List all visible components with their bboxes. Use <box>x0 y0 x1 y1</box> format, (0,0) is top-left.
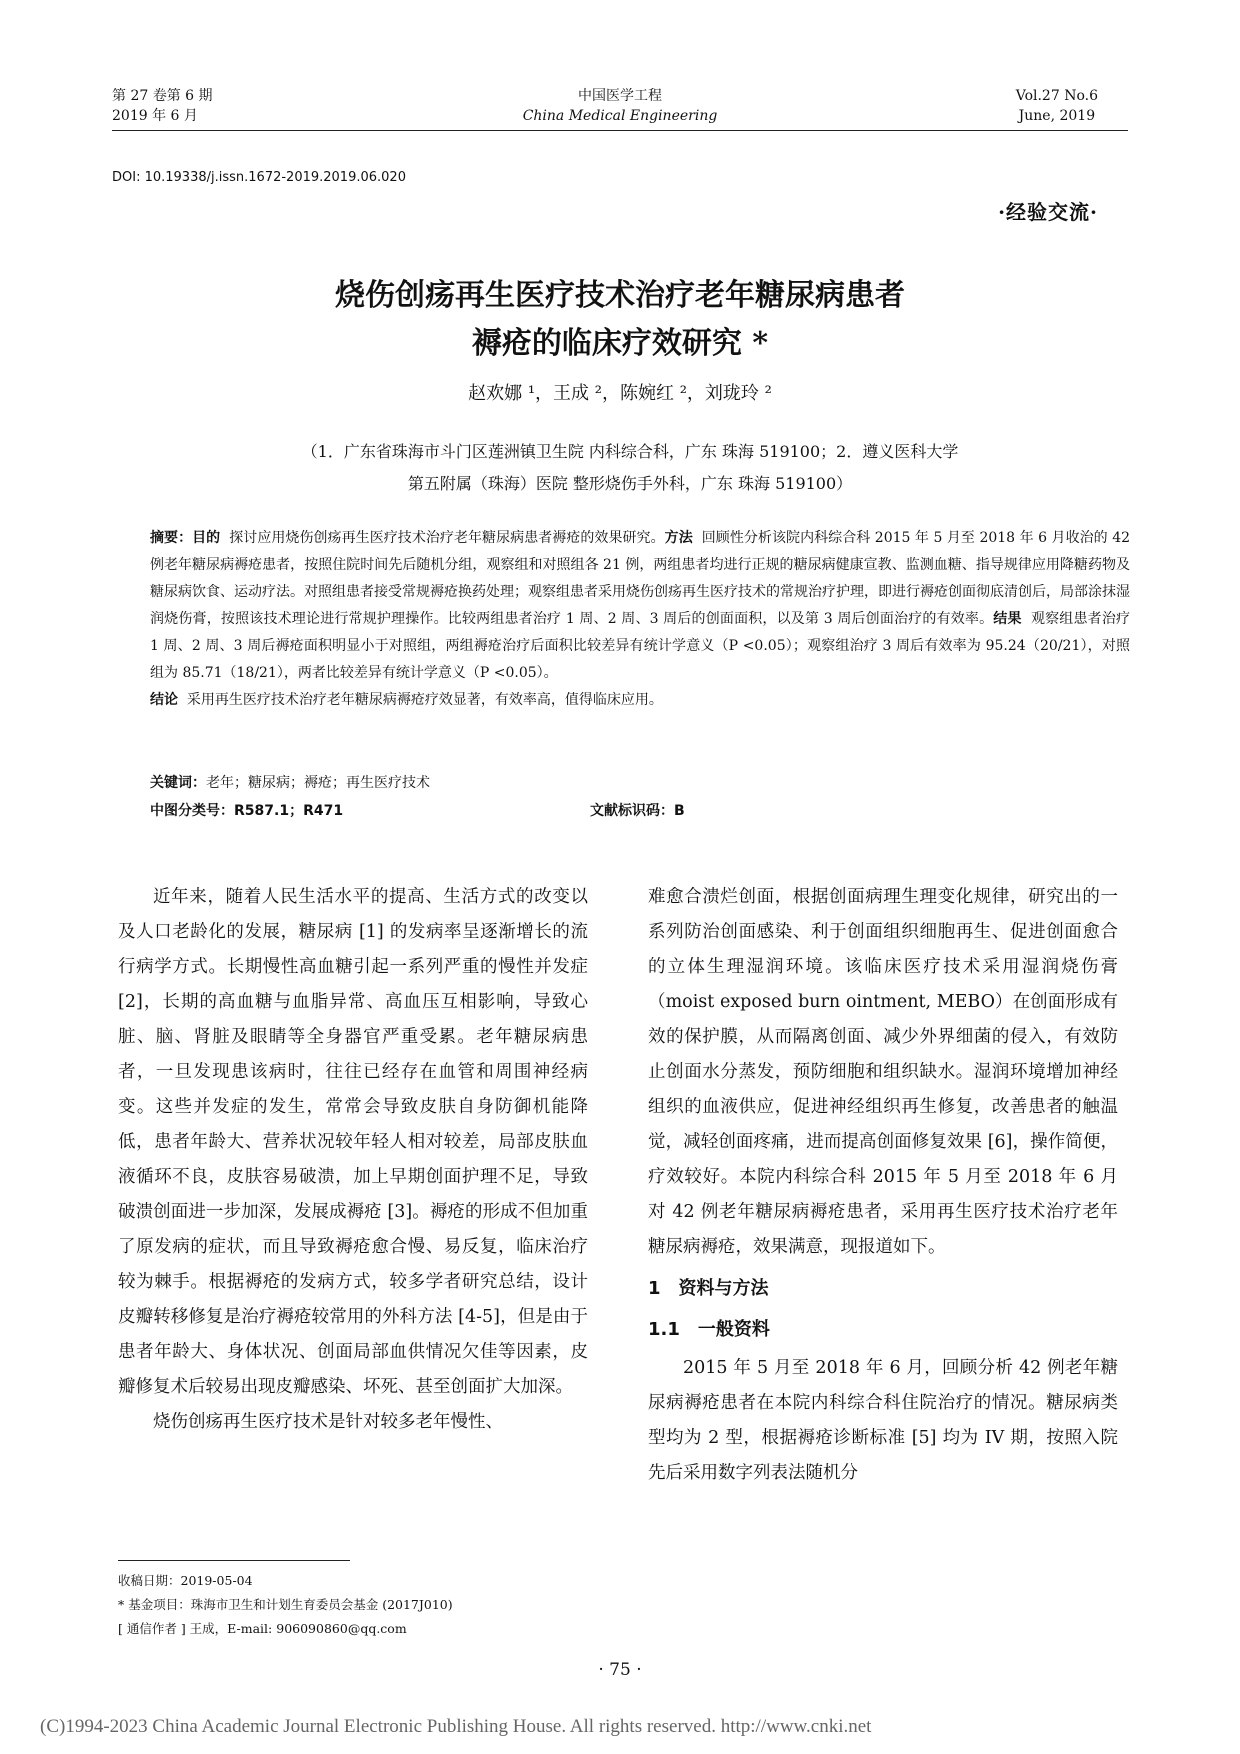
paragraph: 2015 年 5 月至 2018 年 6 月，回顾分析 42 例老年糖尿病褥疮患者在本院内科综合科住院治疗的情况。糖尿病类型均为 2 型，根据褥疮诊断标准 [5] 均为 IV 期，按照入院先后采用数字列表法随机分 <box>648 1358 1118 1483</box>
conclusion-label: 结论 <box>150 692 178 708</box>
journal-volume-en <box>1016 86 1098 126</box>
volume-issue-en: Vol.27 No.6 <box>1015 88 1098 104</box>
method-label: 方法 <box>664 530 693 546</box>
paragraph: 烧伤创疡再生医疗技术是针对较多老年慢性、 <box>153 1412 503 1432</box>
copyright-notice: (C)1994-2023 China Academic Journal Electronic Publishing House. All rights reserved. http://www.cnki.net <box>40 1716 872 1737</box>
body-column-left <box>118 880 588 1440</box>
objective-text: 探讨应用烧伤创疡再生医疗技术治疗老年糖尿病患者褥疮的效果研究。 <box>229 530 665 546</box>
page-number: · 75 · <box>598 1660 642 1680</box>
document-code <box>590 798 685 824</box>
classification-label: 中图分类号： <box>150 803 234 819</box>
volume-issue: 第 27 卷第 6 期 <box>112 88 213 104</box>
section-heading: 1 资料与方法 <box>648 1278 769 1299</box>
subsection-heading: 1.1 一般资料 <box>648 1319 770 1340</box>
objective-label: 目的 <box>192 530 221 546</box>
title-line-2: 褥疮的临床疗效研究 * <box>471 326 769 361</box>
doi: DOI: 10.19338/j.issn.1672-2019.2019.06.020 <box>112 170 406 185</box>
authors: 赵欢娜 ¹，王成 ²，陈婉红 ²，刘珑玲 ² <box>468 383 772 404</box>
keywords-label: 关键词： <box>150 775 206 791</box>
method-text: 回顾性分析该院内科综合科 2015 年 5 月至 2018 年 6 月收治的 42 例老年糖尿病褥疮患者，按照住院时间先后随机分组，观察组和对照组各 21 例，两组患者均进行正规的糖尿病健康宣教、监测血糖、指导规律应用降糖药物及糖尿病饮食、运动疗法。对照组患者接受常规褥疮换药处理；观察组患者采用烧伤创疡再生医疗技术的常规治疗护理，即进行褥疮创面彻底清创后，局部涂抹湿润烧伤膏，按照该技术理论进行常规护理操作。比较两组患者治疗 1 周、2 周、3 周后的创面面积，以及第 3 周后创面治疗的有效率。 <box>150 530 1131 627</box>
classification-text: R587.1；R471 <box>234 803 344 819</box>
keywords-text: 老年；糖尿病；褥疮；再生医疗技术 <box>206 775 430 791</box>
title-line-1: 烧伤创疡再生医疗技术治疗老年糖尿病患者 <box>335 278 905 313</box>
abstract <box>150 525 1130 714</box>
received-date: 收稿日期：2019-05-04 <box>118 1573 253 1588</box>
classification-number <box>150 798 343 824</box>
fund-note: * 基金项目：珠海市卫生和计划生育委员会基金 (2017J010) <box>118 1597 453 1612</box>
document-code-value: B <box>674 803 685 819</box>
issue-date: 2019 年 6 月 <box>112 108 198 124</box>
section-tag: ·经验交流· <box>998 200 1098 224</box>
footnote-rule <box>118 1560 350 1561</box>
affiliation-line-2: 第五附属（珠海）医院 整形烧伤手外科，广东 珠海 519100） <box>407 474 853 493</box>
paragraph: 近年来，随着人民生活水平的提高、生活方式的改变以及人口老龄化的发展，糖尿病 [1] 的发病率呈逐渐增长的流行病学方式。长期慢性高血糖引起一系列严重的慢性并发症 [2]，长期的高血糖与血脂异常、高血压互相影响，导致心脏、脑、肾脏及眼睛等全身器官严重受累。老年糖尿病患者，一旦发现患该病时，往往已经存在血管和周围神经病变。这些并发症的发生，常常会导致皮肤自身防御机能降低，患者年龄大、营养状况较年轻人相对较差，局部皮肤血液循环不良，皮肤容易破溃，加上早期创面护理不足，导致破溃创面进一步加深，发展成褥疮 [3]。褥疮的形成不但加重了原发病的症状，而且导致褥疮愈合慢、易反复，临床治疗较为棘手。根据褥疮的发病方式，较多学者研究总结，设计皮瓣转移修复是治疗褥疮较常用的外科方法 [4-5]，但是由于患者年龄大、身体状况、创面局部血供情况欠佳等因素，皮瓣修复术后较易出现皮瓣感染、坏死、甚至创面扩大加深。 <box>118 887 588 1397</box>
journal-name-cn: 中国医学工程 <box>578 88 662 104</box>
result-label: 结果 <box>993 611 1022 627</box>
abstract-label: 摘要： <box>150 530 193 546</box>
document-code-label: 文献标识码： <box>590 803 674 819</box>
keywords <box>150 770 430 796</box>
affiliations <box>190 436 1070 500</box>
paragraph: 难愈合溃烂创面，根据创面病理生理变化规律，研究出的一系列防治创面感染、利于创面组织细胞再生、促进创面愈合的立体生理湿润环境。该临床医疗技术采用湿润烧伤膏（moist exposed burn ointment, MEBO）在创面形成有效的保护膜，从而隔离创面、减少外界细菌的侵入，有效防止创面水分蒸发，预防细胞和组织缺水。湿润环境增加神经组织的血液供应，促进神经组织再生修复，改善患者的触温觉，减轻创面疼痛，进而提高创面修复效果 [6]，操作简便，疗效较好。本院内科综合科 2015 年 5 月至 2018 年 6 月对 42 例老年糖尿病褥疮患者，采用再生医疗技术治疗老年糖尿病褥疮，效果满意，现报道如下。 <box>648 887 1118 1257</box>
journal-name-en: China Medical Engineering <box>522 108 718 124</box>
result-text: 观察组患者治疗 1 周、2 周、3 周后褥疮面积明显小于对照组，两组褥疮治疗后面积比较差异有统计学意义（P <0.05）；观察组治疗 3 周后有效率为 95.24（20/21），对照组为 85.71（18/21），两者比较差异有统计学意义（P <0.05）。 <box>150 611 1131 681</box>
conclusion-text: 采用再生医疗技术治疗老年糖尿病褥疮疗效显著，有效率高，值得临床应用。 <box>186 692 663 708</box>
body-column-right <box>648 880 1118 1491</box>
corresponding-author: [ 通信作者 ] 王成，E-mail: 906090860@qq.com <box>118 1621 407 1636</box>
header-rule <box>112 130 1128 131</box>
issue-date-en: June, 2019 <box>1018 108 1096 124</box>
affiliation-line-1: （1．广东省珠海市斗门区莲洲镇卫生院 内科综合科，广东 珠海 519100；2．遵义医科大学 <box>301 442 959 461</box>
article-title <box>0 272 1240 368</box>
